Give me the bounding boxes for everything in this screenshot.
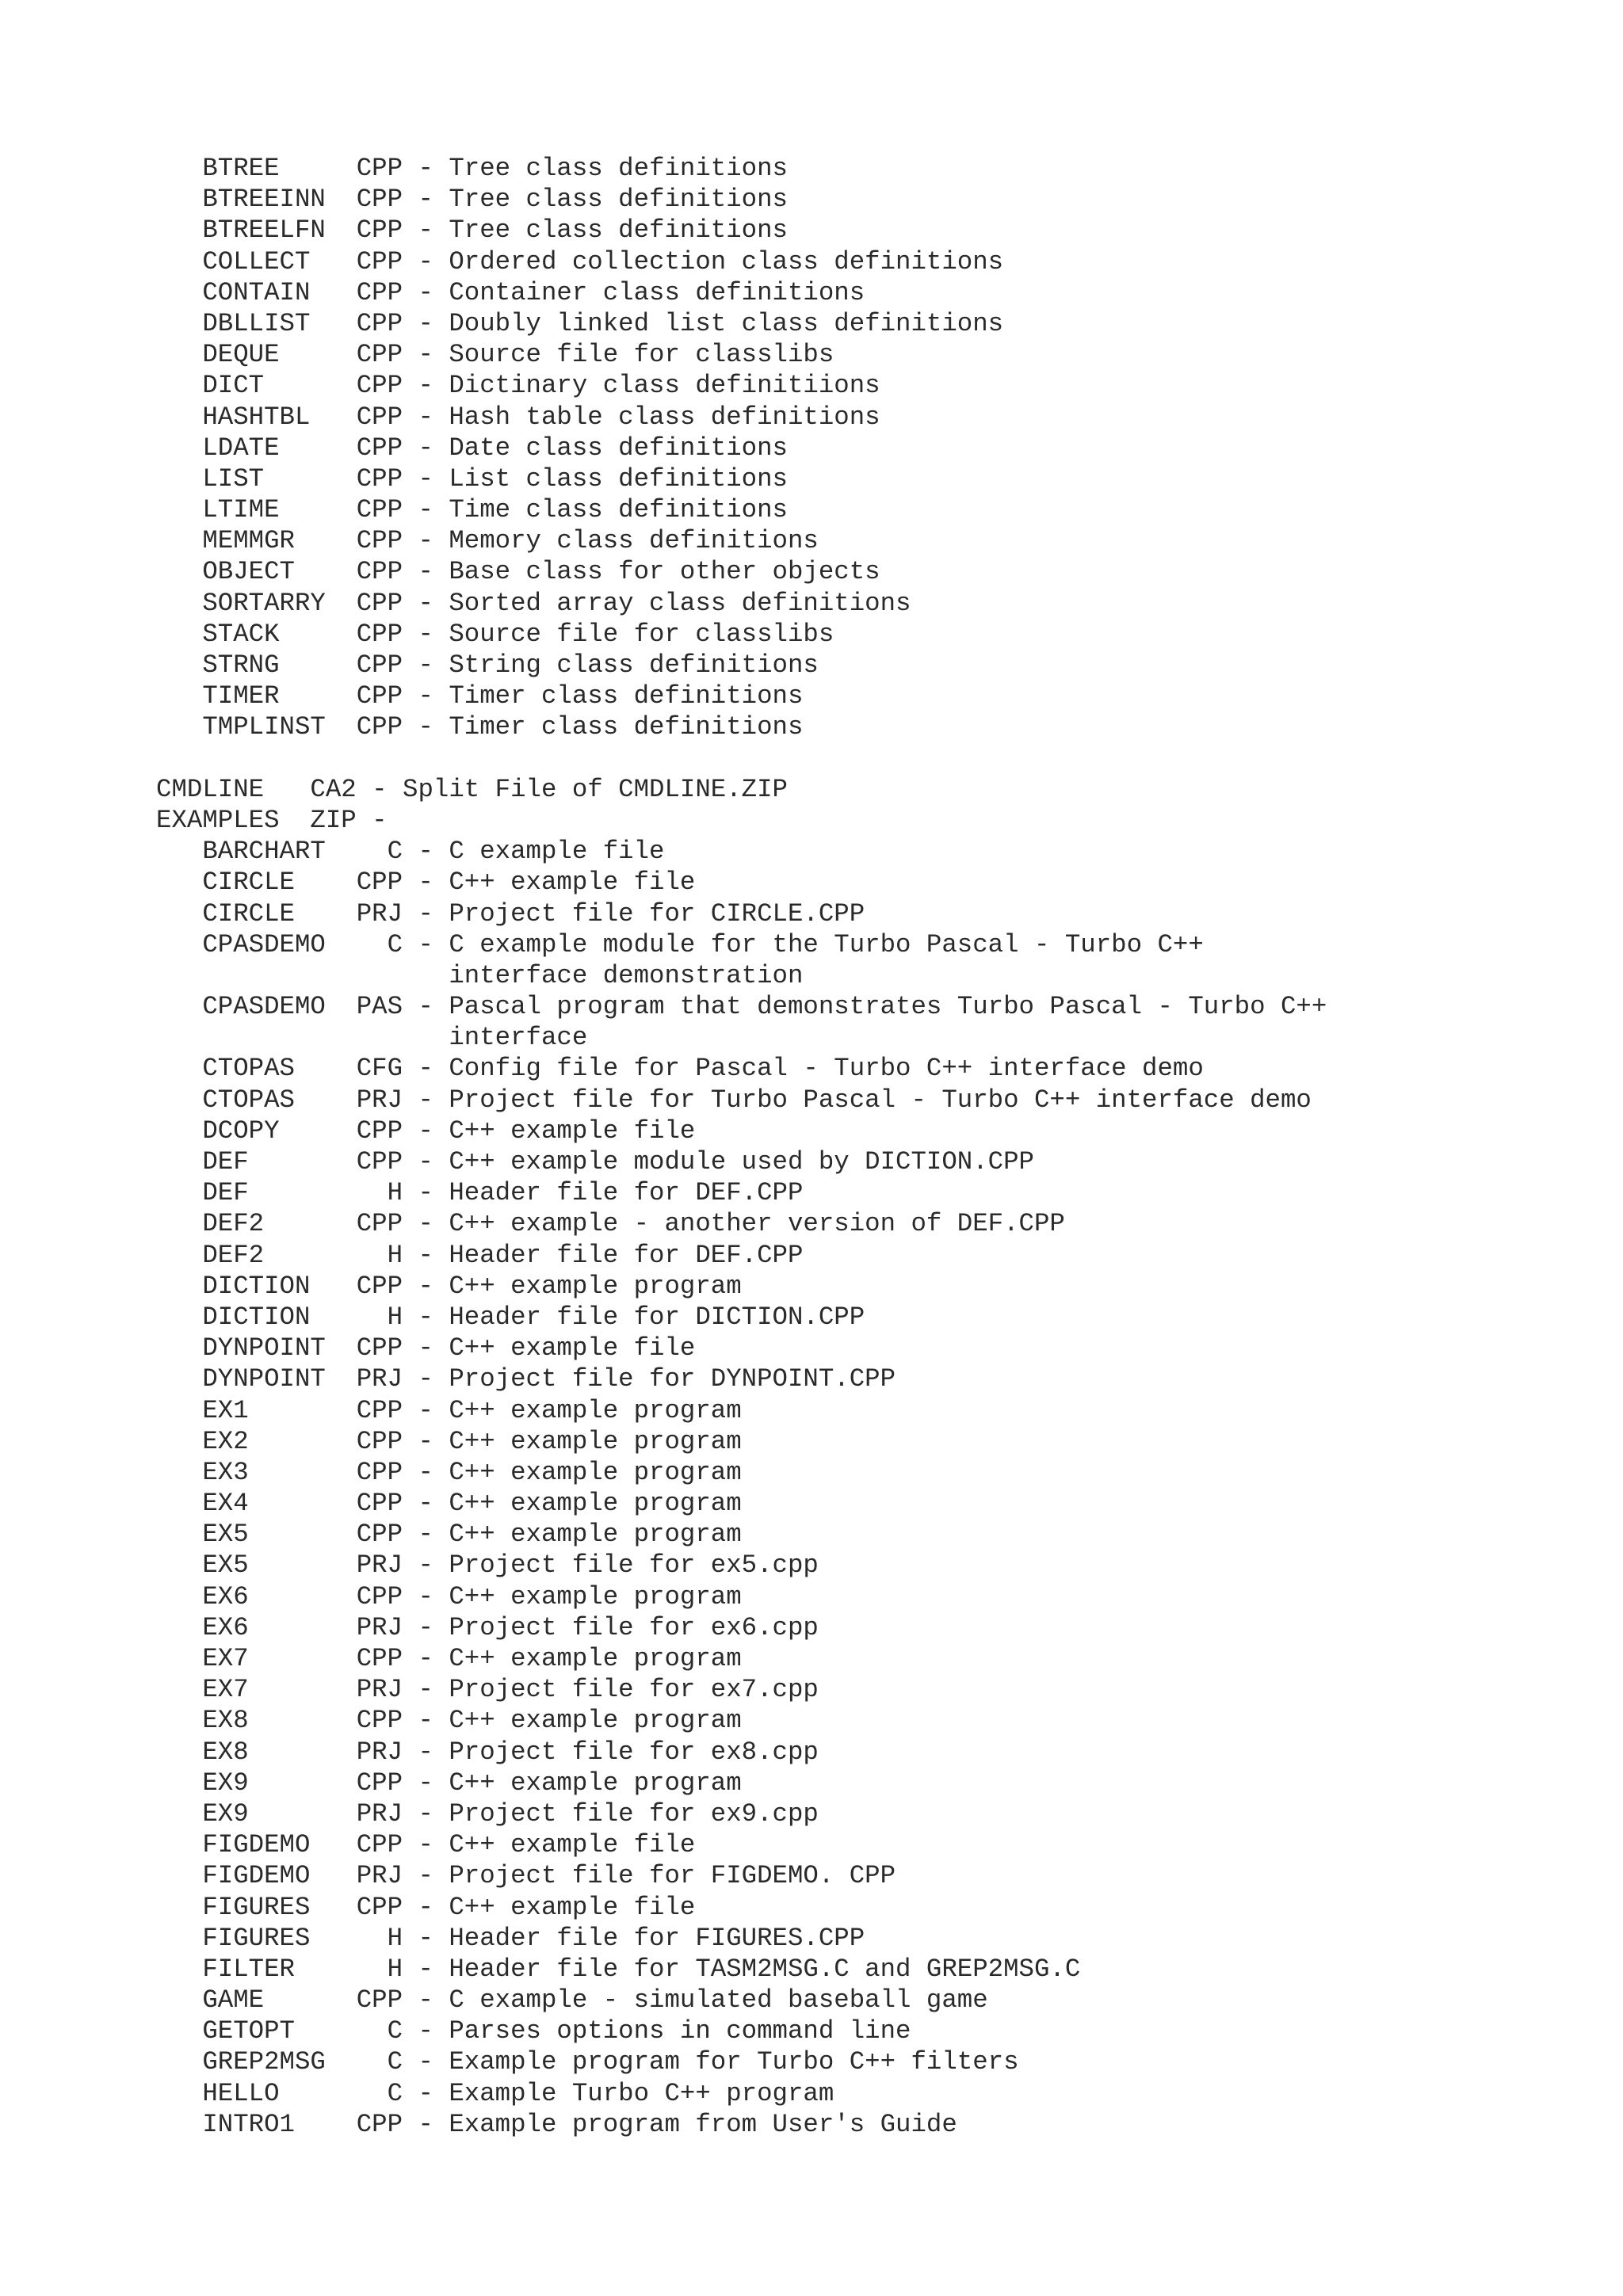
- listing-line: LTIME CPP - Time class definitions: [156, 495, 788, 525]
- listing-line: EX3 CPP - C++ example program: [156, 1457, 742, 1487]
- listing-line: EX6 PRJ - Project file for ex6.cpp: [156, 1612, 819, 1642]
- file-listing: [156, 153, 1327, 2140]
- listing-line: FIGDEMO CPP - C++ example file: [156, 1830, 696, 1860]
- listing-line: STACK CPP - Source file for classlibs: [156, 619, 834, 649]
- listing-line: DYNPOINT PRJ - Project file for DYNPOINT.CPP: [156, 1364, 896, 1394]
- listing-line: OBJECT CPP - Base class for other objects: [156, 557, 880, 587]
- listing-line: CPASDEMO PAS - Pascal program that demonstrates Turbo Pascal - Turbo C++: [156, 992, 1327, 1022]
- listing-line: EX8 PRJ - Project file for ex8.cpp: [156, 1737, 819, 1767]
- listing-line: MEMMGR CPP - Memory class definitions: [156, 526, 819, 556]
- listing-line: EX6 CPP - C++ example program: [156, 1581, 742, 1611]
- listing-line: EX7 PRJ - Project file for ex7.cpp: [156, 1675, 819, 1705]
- listing-line: HASHTBL CPP - Hash table class definitions: [156, 402, 880, 432]
- listing-line: DICTION CPP - C++ example program: [156, 1271, 742, 1301]
- listing-line: DCOPY CPP - C++ example file: [156, 1116, 696, 1146]
- listing-line: EX7 CPP - C++ example program: [156, 1644, 742, 1673]
- listing-line: BTREE CPP - Tree class definitions: [156, 154, 788, 183]
- listing-line: GAME CPP - C example - simulated baseball game: [156, 1985, 988, 2016]
- listing-line: LDATE CPP - Date class definitions: [156, 433, 788, 463]
- listing-line: DEF2 H - Header file for DEF.CPP: [156, 1240, 804, 1270]
- listing-line: EX4 CPP - C++ example program: [156, 1489, 742, 1519]
- listing-line: EX9 PRJ - Project file for ex9.cpp: [156, 1798, 819, 1829]
- listing-line: DYNPOINT CPP - C++ example file: [156, 1333, 696, 1363]
- listing-line: DICT CPP - Dictinary class definitiions: [156, 371, 880, 401]
- listing-line: FIGDEMO PRJ - Project file for FIGDEMO. CPP: [156, 1861, 896, 1891]
- listing-line: FIGURES CPP - C++ example file: [156, 1892, 696, 1922]
- listing-line: DICTION H - Header file for DICTION.CPP: [156, 1302, 865, 1332]
- listing-line: interface: [156, 1023, 588, 1053]
- listing-line: DEF CPP - C++ example module used by DICTION.CPP: [156, 1147, 1034, 1177]
- listing-line: CTOPAS CFG - Config file for Pascal - Turbo C++ interface demo: [156, 1054, 1204, 1084]
- listing-line: INTRO1 CPP - Example program from User's Guide: [156, 2109, 957, 2139]
- listing-line: EX9 CPP - C++ example program: [156, 1768, 742, 1798]
- listing-line: FILTER H - Header file for TASM2MSG.C and GREP2MSG.C: [156, 1954, 1081, 1984]
- listing-line: CTOPAS PRJ - Project file for Turbo Pascal - Turbo C++ interface demo: [156, 1085, 1312, 1115]
- listing-line: CONTAIN CPP - Container class definitions: [156, 277, 865, 307]
- listing-line: FIGURES H - Header file for FIGURES.CPP: [156, 1923, 865, 1953]
- listing-line: SORTARRY CPP - Sorted array class definitions: [156, 588, 911, 618]
- listing-line: STRNG CPP - String class definitions: [156, 650, 819, 680]
- listing-line: BTREELFN CPP - Tree class definitions: [156, 215, 788, 246]
- listing-line: TIMER CPP - Timer class definitions: [156, 681, 804, 711]
- listing-line: DEQUE CPP - Source file for classlibs: [156, 340, 834, 370]
- listing-line: BARCHART C - C example file: [156, 837, 665, 867]
- listing-line: EX1 CPP - C++ example program: [156, 1395, 742, 1425]
- listing-line: DEF H - Header file for DEF.CPP: [156, 1178, 804, 1208]
- listing-line: CMDLINE CA2 - Split File of CMDLINE.ZIP: [156, 774, 788, 804]
- listing-line: GETOPT C - Parses options in command line: [156, 2016, 911, 2046]
- listing-line: EXAMPLES ZIP -: [156, 805, 388, 835]
- listing-line: DBLLIST CPP - Doubly linked list class definitions: [156, 308, 1004, 338]
- listing-line: DEF2 CPP - C++ example - another version of DEF.CPP: [156, 1209, 1065, 1239]
- listing-line: CIRCLE CPP - C++ example file: [156, 868, 696, 898]
- listing-line: interface demonstration: [156, 960, 804, 990]
- listing-line: EX5 PRJ - Project file for ex5.cpp: [156, 1550, 819, 1581]
- listing-line: TMPLINST CPP - Timer class definitions: [156, 712, 804, 742]
- listing-line: GREP2MSG C - Example program for Turbo C++ filters: [156, 2047, 1019, 2077]
- listing-line: EX5 CPP - C++ example program: [156, 1520, 742, 1550]
- listing-line: HELLO C - Example Turbo C++ program: [156, 2078, 834, 2108]
- listing-line: CIRCLE PRJ - Project file for CIRCLE.CPP: [156, 898, 865, 929]
- listing-line: BTREEINN CPP - Tree class definitions: [156, 185, 788, 215]
- listing-line: LIST CPP - List class definitions: [156, 463, 788, 494]
- listing-line: EX2 CPP - C++ example program: [156, 1426, 742, 1456]
- listing-line: CPASDEMO C - C example module for the Turbo Pascal - Turbo C++: [156, 929, 1204, 959]
- blank-line: [156, 743, 1327, 774]
- listing-line: EX8 CPP - C++ example program: [156, 1706, 742, 1736]
- listing-line: COLLECT CPP - Ordered collection class definitions: [156, 246, 1004, 277]
